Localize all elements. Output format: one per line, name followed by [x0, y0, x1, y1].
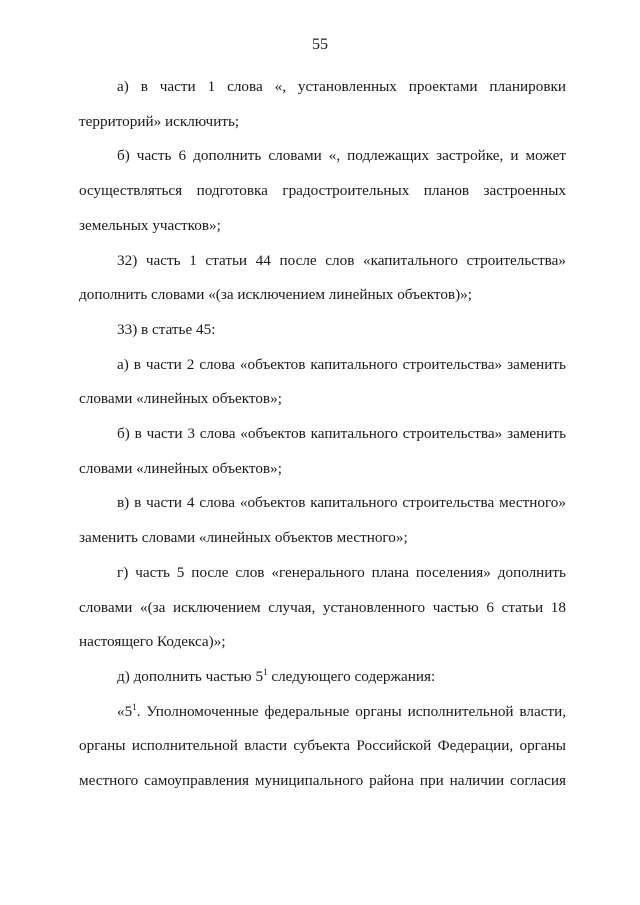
- document-body: [79, 70, 566, 799]
- paragraph-text: «5: [117, 702, 133, 720]
- paragraph: 32) часть 1 статьи 44 после слов «капитального строительства» дополнить словами «(за исключением линейных объектов)»;: [79, 251, 566, 304]
- superscript: 1: [263, 666, 268, 677]
- paragraph: [79, 660, 566, 695]
- paragraph-text: следующего содержания:: [267, 667, 436, 685]
- paragraph: а) в части 2 слова «объектов капитального строительства» заменить словами «линейных объектов»;: [79, 355, 566, 408]
- paragraph-text: д) дополнить частью 5: [117, 667, 264, 685]
- paragraph: а) в части 1 слова «, установленных проектами планировки территорий» исключить;: [79, 78, 566, 130]
- paragraph: г) часть 5 после слов «генерального плана поселения» дополнить словами «(за исключением случая, установленного частью 6 статьи 18 настоящего Кодекса)»;: [79, 563, 566, 651]
- paragraph: 33) в статье 45:: [117, 320, 216, 338]
- paragraph: б) в части 3 слова «объектов капитального строительства» заменить словами «линейных объектов»;: [79, 425, 566, 477]
- paragraph-text: . Уполномоченные федеральные органы исполнительной власти, органы исполнительной власти субъекта Российской Федерации, органы местного самоуправления муниципального района при наличии согласия: [79, 702, 566, 790]
- superscript: 1: [132, 701, 137, 712]
- paragraph: [79, 695, 566, 799]
- page-number: 55: [312, 36, 328, 53]
- paragraph: б) часть 6 дополнить словами «, подлежащих застройке, и может осуществляться подготовка градостроительных планов застроенных земельных участков»;: [79, 147, 566, 234]
- paragraph: в) в части 4 слова «объектов капитального строительства местного» заменить словами «линейных объектов местного»;: [79, 494, 566, 547]
